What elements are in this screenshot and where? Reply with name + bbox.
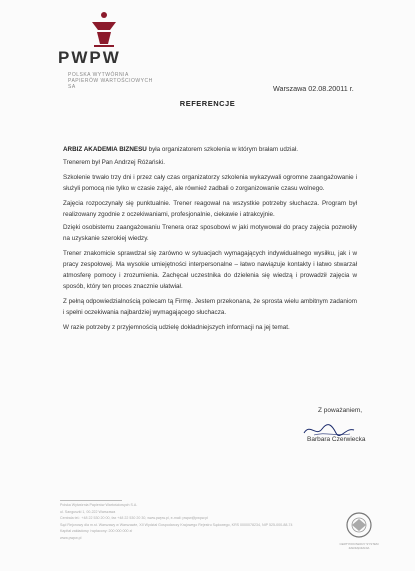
logo-emblem-icon (82, 10, 126, 48)
footer-line-6: www.pwpw.pl (60, 535, 82, 540)
logo-subtitle: POLSKA WYTWÓRNIA PAPIERÓW WARTOŚCIOWYCH SA (68, 72, 153, 90)
footer-divider (60, 500, 122, 501)
letter-body (63, 144, 357, 337)
logo-wordmark: PWPW (58, 48, 121, 67)
letter-date: Warszawa 02.08.20011 r. (273, 84, 354, 93)
paragraph-8: W razie potrzeby z przyjemnością udzielę dokładniejszych informacji na jej temat. (63, 324, 290, 331)
signer-name: Barbara Czerwiecka (307, 436, 366, 443)
certificate-label: CERTYFIKOWANY SYSTEM ZARZĄDZANIA (339, 542, 379, 550)
paragraph-7: Z pełną odpowiedzialnością polecam tą Firmę. Jestem przekonana, że sprosta wielu ambitnym zadaniom i spełni oczekiwania najbardziej wymagającego słuchacza. (63, 298, 357, 316)
company-name: ARBIZ AKADEMIA BIZNESU (63, 146, 147, 153)
footer-line-4: Sąd Rejonowy dla m.st. Warszawy w Warszawie, XII Wydział Gospodarczy Krajowego Rejestru Sądowego, KRS 0000078234, NIP 525-000-88-74 (60, 522, 293, 527)
certificate-seal-icon (343, 510, 375, 540)
footer-line-3: Centrala tel.: +48 22 530 20 00, fax +48 22 530 20 30, www.pwpw.pl, e-mail: pwpw@pwpw.pl (60, 516, 209, 521)
paragraph-1: ARBIZ AKADEMIA BIZNESU była organizatorem szkolenia w którym brałam udział. (63, 146, 299, 153)
footer-line-5: Kapitał zakładowy i wpłacony: 200 000 000 zł (60, 529, 133, 534)
paragraph-6: Trener znakomicie sprawdzał się zarówno w sytuacjach wymagających indywidualnego wysiłku, jak i w pracy zespołowej. Ma wysokie umiejętności interpersonalne – łatwo nawiązuje kontakty i łatwo stwarzał atmosferę pomocy i zrozumienia. Zachęcał uczestnika do dzielenia się wiedzą i prowadził zajęcia w sposób, który ten proces znacznie ułatwiał. (63, 250, 357, 290)
footer (60, 502, 330, 542)
footer-line-2: ul. Sanguszki 1, 00-222 Warszawa (60, 509, 116, 514)
paragraph-5: Dzięki osobistemu zaangażowaniu Trenera oraz sposobowi w jaki motywował do pracy zajęcia pozwoliły na uzyskanie szerokiej wiedzy. (63, 224, 357, 242)
paragraph-2: Trenerem był Pan Andrzej Różański. (63, 159, 165, 166)
paragraph-3: Szkolenie trwało trzy dni i przez cały czas organizatorzy szkolenia wykazywali ogromne zaangażowanie i służyli pomocą nie tylko w czasie zajęć, ale również zadbali o zorganizowanie czasu wolnego. (63, 174, 357, 192)
paragraph-4: Zajęcia rozpoczynały się punktualnie. Trener reagował na wszystkie potrzeby słuchacza. Program był realizowany zgodnie z oczekiwaniami, profesjonalnie, ciekawie i atrakcyjnie. (63, 200, 357, 218)
company-logo (58, 10, 168, 88)
letter-title: REFERENCJE (179, 99, 236, 108)
closing-text: Z poważaniem, (318, 407, 363, 414)
footer-line-1: Polska Wytwórnia Papierów Wartościowych S.A. (60, 503, 138, 507)
